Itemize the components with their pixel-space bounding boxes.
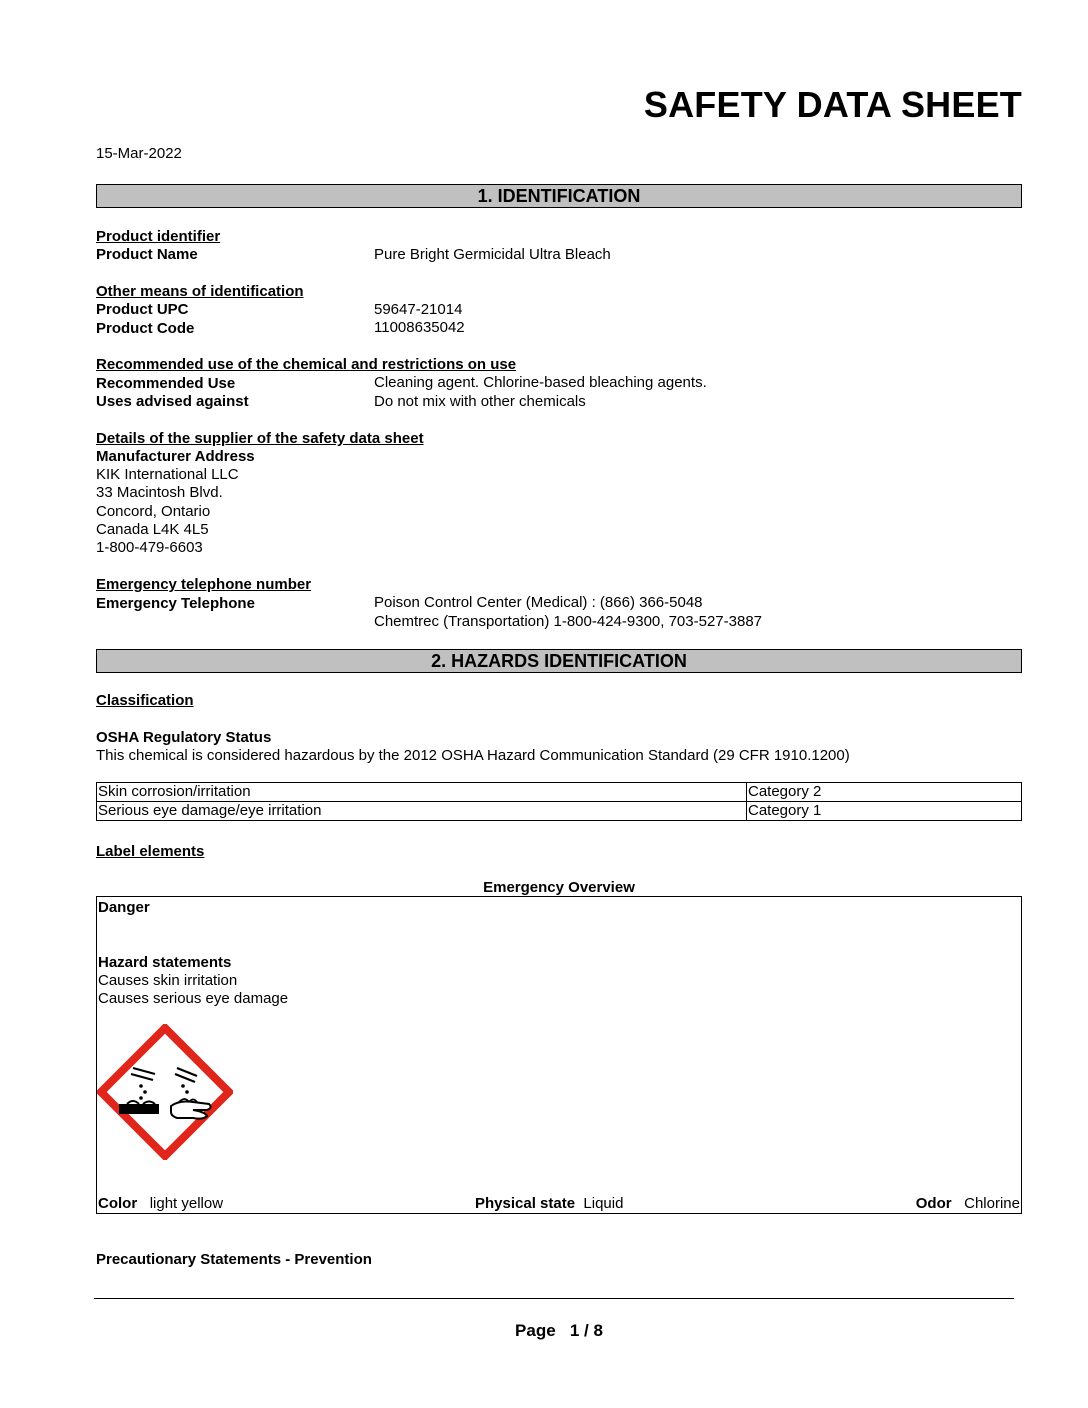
classification-heading: Classification	[96, 692, 194, 709]
table-row	[97, 783, 1022, 802]
address-line: 1-800-479-6603	[96, 539, 203, 556]
address-line: KIK International LLC	[96, 466, 239, 483]
manufacturer-address-label: Manufacturer Address	[96, 448, 255, 465]
address-line: Canada L4K 4L5	[96, 521, 209, 538]
hazard-statement: Causes skin irritation	[98, 972, 238, 989]
product-upc-label: Product UPC	[96, 301, 189, 318]
emergency-number-heading: Emergency telephone number	[96, 576, 312, 593]
osha-status-label: OSHA Regulatory Status	[96, 729, 272, 746]
hazard-statement: Causes serious eye damage	[98, 990, 289, 1007]
osha-status-text: This chemical is considered hazardous by the 2012 OSHA Hazard Communication Standard (29 CFR 1910.1200)	[96, 747, 850, 764]
footer-divider	[94, 1298, 1014, 1299]
hazard-class-cell: Serious eye damage/eye irritation	[97, 802, 747, 821]
uses-advised-against-value: Do not mix with other chemicals	[374, 393, 586, 410]
physical-state-label: Physical state	[475, 1195, 576, 1212]
odor-label: Odor	[915, 1195, 952, 1212]
emergency-telephone-label: Emergency Telephone	[96, 595, 255, 612]
section-identification-header: 1. IDENTIFICATION	[96, 184, 1022, 208]
hazard-category-cell: Category 1	[747, 802, 1022, 821]
precautionary-prevention-heading: Precautionary Statements - Prevention	[96, 1251, 372, 1268]
physical-state-value: Liquid	[583, 1195, 624, 1212]
product-identifier-heading: Product identifier	[96, 228, 221, 245]
product-code-label: Product Code	[96, 320, 195, 337]
uses-advised-against-label: Uses advised against	[96, 393, 249, 410]
physical-state-property	[475, 1195, 623, 1212]
classification-table	[96, 782, 1022, 821]
table-row	[97, 802, 1022, 821]
revision-date: 15-Mar-2022	[96, 145, 182, 162]
supplier-details-heading: Details of the supplier of the safety data sheet	[96, 430, 424, 447]
other-means-heading: Other means of identification	[96, 283, 304, 300]
odor-property	[916, 1195, 1020, 1212]
hazard-class-cell: Skin corrosion/irritation	[97, 783, 747, 802]
page-number: 1 / 8	[569, 1321, 603, 1340]
product-upc-value: 59647-21014	[374, 301, 463, 318]
recommended-use-value: Cleaning agent. Chlorine-based bleaching agents.	[374, 374, 707, 391]
hazard-statements-label: Hazard statements	[98, 954, 232, 971]
address-line: Concord, Ontario	[96, 503, 211, 520]
page-label: Page	[515, 1321, 556, 1340]
address-line: 33 Macintosh Blvd.	[96, 484, 223, 501]
emergency-phone-line: Poison Control Center (Medical) : (866) 366-5048	[374, 594, 703, 611]
product-name-label: Product Name	[96, 246, 198, 263]
emergency-phone-line: Chemtrec (Transportation) 1-800-424-9300, 703-527-3887	[374, 613, 763, 630]
page-indicator	[0, 1321, 1088, 1341]
emergency-overview-box	[96, 896, 1022, 1214]
ghs-corrosion-icon	[97, 1024, 233, 1160]
signal-word: Danger	[98, 899, 150, 916]
color-value: light yellow	[149, 1195, 224, 1212]
recommended-use-label: Recommended Use	[96, 375, 236, 392]
product-code-value: 11008635042	[374, 319, 465, 336]
emergency-overview-title: Emergency Overview	[483, 879, 635, 896]
product-name-value: Pure Bright Germicidal Ultra Bleach	[374, 246, 611, 263]
odor-value: Chlorine	[964, 1195, 1020, 1212]
label-elements-heading: Label elements	[96, 843, 205, 860]
document-title: SAFETY DATA SHEET	[643, 84, 1022, 125]
recommended-use-heading: Recommended use of the chemical and restrictions on use	[96, 356, 517, 373]
color-property	[98, 1195, 223, 1212]
section-hazards-header: 2. HAZARDS IDENTIFICATION	[96, 649, 1022, 673]
color-label: Color	[98, 1195, 138, 1212]
hazard-category-cell: Category 2	[747, 783, 1022, 802]
